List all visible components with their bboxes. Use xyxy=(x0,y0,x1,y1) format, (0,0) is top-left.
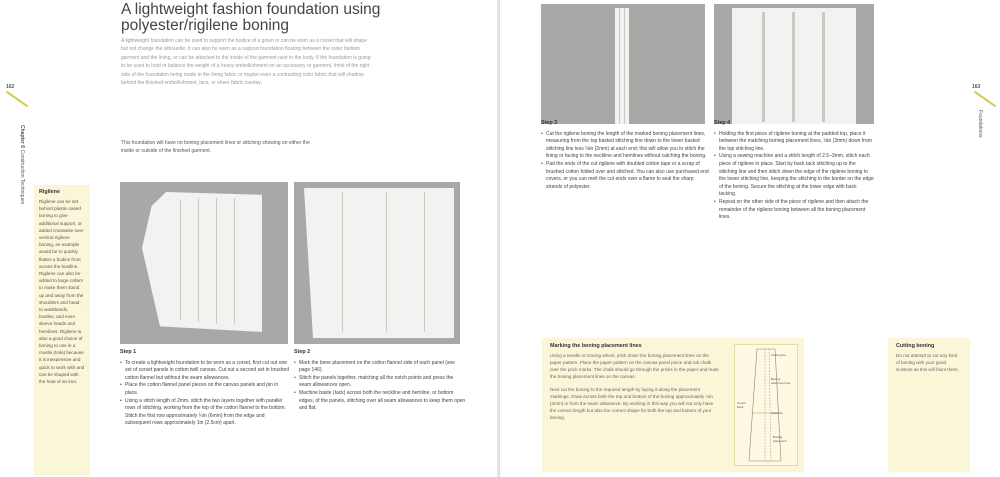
step3-heading: Step 3 xyxy=(541,120,558,126)
step4-item: • Repeat on the other side of the piece of rigilene and then attach the remainder of the rigilene boning between all the boning placement lines. xyxy=(714,199,874,222)
rigilene-strip xyxy=(615,8,629,124)
stitched-panels-shape xyxy=(304,188,454,338)
page-number: 162 xyxy=(6,84,15,90)
chapter-number: Chapter 6 xyxy=(19,125,25,149)
boning-diagram xyxy=(734,344,798,466)
rigilene-strand xyxy=(619,8,620,124)
step2-block xyxy=(294,349,466,413)
rigilene-sidebar xyxy=(34,185,90,475)
boning-strip xyxy=(822,12,825,122)
step1-photo xyxy=(120,182,288,344)
note-paragraph: This foundation will have no boning placement lines or stitching showing on either the inside or outside of the finished garment. xyxy=(121,140,310,154)
boning-strip xyxy=(792,12,795,122)
step4-block xyxy=(714,120,874,222)
diagram-label: Center back xyxy=(737,401,747,409)
step1-heading: Step 1 xyxy=(120,349,137,355)
stitch-line xyxy=(180,200,181,320)
step3-block xyxy=(541,120,711,191)
section-label: Foundations xyxy=(977,110,983,138)
step1-item: • Using a stitch length of 2mm, stitch the two layers together with parallel rows of stitching, working from the top of the cotton flannel to the bottom. Stitch the first row approximately ¼in (6mm) from the edge and subsequent rows approximately 1in (2.5cm) apart. xyxy=(120,398,290,428)
marking-heading: Marking the boning placement lines xyxy=(550,343,642,349)
diagram-label: Boning placement line xyxy=(771,377,791,385)
diagram-label: Boning placement xyxy=(773,435,787,443)
rigilene-strand xyxy=(624,8,625,124)
seam-line xyxy=(424,192,425,332)
step4-photo xyxy=(714,4,874,124)
diagram-label: Cutting line xyxy=(771,353,787,357)
seam-line xyxy=(386,192,387,332)
step2-heading: Step 2 xyxy=(294,349,311,355)
boning-strip xyxy=(762,12,765,122)
marking-para1: Using a needle or tracing wheel, prick down the boning placement lines on the paper pattern. Place the paper pattern on the canvas panel piece and rub chalk over the prick marks. The chalk should go through the pricks in the paper and mark the boning placement lines on the canvas. xyxy=(550,353,719,379)
step2-item: • Stitch the panels together, matching all the notch points and press the seam allowances open. xyxy=(294,375,466,390)
step2-item: • Machine baste (tack) across both the neckline and hemline, or bottom edges, of the panels, stitching over all seam allowances to keep them open and flat. xyxy=(294,390,466,413)
stitch-line xyxy=(234,198,235,324)
chapter-title: Construction Techniques xyxy=(19,149,25,205)
chapter-tab-marker xyxy=(6,91,28,108)
stitch-line xyxy=(198,198,199,322)
step3-photo xyxy=(541,4,705,124)
step2-photo xyxy=(294,182,460,344)
cutting-heading: Cutting boning xyxy=(896,343,935,349)
chapter-label xyxy=(19,125,25,204)
section-tab-marker xyxy=(974,91,996,108)
seam-line xyxy=(342,192,343,332)
corset-panel-shape xyxy=(142,192,262,332)
step3-item: • Pad the ends of the cut rigilene with doubled cotton tape or a scrap of brushed cotton folded over and stitched. You can also use purchased end covers, or you can melt the cut ends over a flame to seal the sharp strands of polyester. xyxy=(541,161,711,191)
right-page xyxy=(500,0,1000,477)
step4-item: • Using a sewing machine and a stitch length of 2.5–3mm, stitch each piece of rigilene in place. Start by back tack stitching up to the stitching line and then stitch down the edge of the rigilene boning to the lower stitching line, keeping the stitching in the border on the edge of the boning. Secure the stitching at the lower edge with back tacking. xyxy=(714,153,874,199)
page-title: A lightweight fashion foundation using polyester/rigilene boning xyxy=(121,1,381,34)
step2-item: • Mark the bone placement on the cotton flannel side of each panel (see page 146). xyxy=(294,360,466,375)
sidebar-text: Rigilene can be set behind plastic-cased boning to give additional support, or added crosswise over vertical rigilene boning, an example would be to quickly flatten a bodice front across the bustline. Rigilene can also be added to large collars to make them stand up and away from the shoulders and head, to waistbands, bustles, and even sleeve heads and hemlines. Rigilene is also a good choice of boning to use in a muslin (toile) because it is inexpensive and quick to work with and can be shaped with the heat of an iron. xyxy=(39,199,85,385)
diagram-label: Waistline xyxy=(771,411,784,415)
page-number: 163 xyxy=(972,84,981,90)
marking-panel xyxy=(542,338,804,472)
sidebar-heading: Rigilene xyxy=(39,189,60,195)
intro-paragraph: A lightweight foundation can be used to support the bodice of a gown or can be worn as a corset that will shape but not change the silhouette. It can also be worn as a support foundation floating between the outer fashion garment and the lining, or can be attached to the inside of the garment next to the body. If the foundation is going to be used to hold or balance the weight of a heavy embellishment on an accessory or garment, think of the right side of the foundation being made in the lining fabric or maybe even a contrasting color fabric that will shadow behind the finished embellishment, lace, or sheer fabric overlay. xyxy=(121,38,371,87)
step1-item: • Place the cotton flannel panel pieces on the canvas panels and pin in place. xyxy=(120,382,290,397)
step1-item: • To create a lightweight foundation to be worn as a corset, first cut out one set of corset panels in cotton twill canvas. Cut out a second set in brushed cotton flannel but without the seam allowances. xyxy=(120,360,290,383)
step4-heading: Step 4 xyxy=(714,120,731,126)
step3-item: • Cut the rigilene boning the length of the marked boning placement lines, measuring from the top basted stitching line down to the lower basted stitching line less ⅛in (2mm) at each end; this will allow you to stitch the lining or facing to the neckline and hemlines without catching the boning. xyxy=(541,131,711,161)
stitch-line xyxy=(216,198,217,324)
marking-para2: Next cut the boning to the required length by laying it along the placement markings. Draw across both the top and bottom of the boning approximately ⅛in (3mm) in from the seam allowance. By working in this way you will not only have the correct length but also the correct shape for both the top and bottom of your boning. xyxy=(550,387,714,420)
step1-block xyxy=(120,349,290,428)
cutting-text: Do not attempt to cut any kind of boning with your good scissors as this will blunt them. xyxy=(896,353,959,372)
cutting-panel xyxy=(888,338,970,472)
step4-item: • Holding the first piece of rigilene boning at the padded top, place it between the matching boning placement lines, ⅛in (3mm) down from the top stitching line. xyxy=(714,131,874,154)
